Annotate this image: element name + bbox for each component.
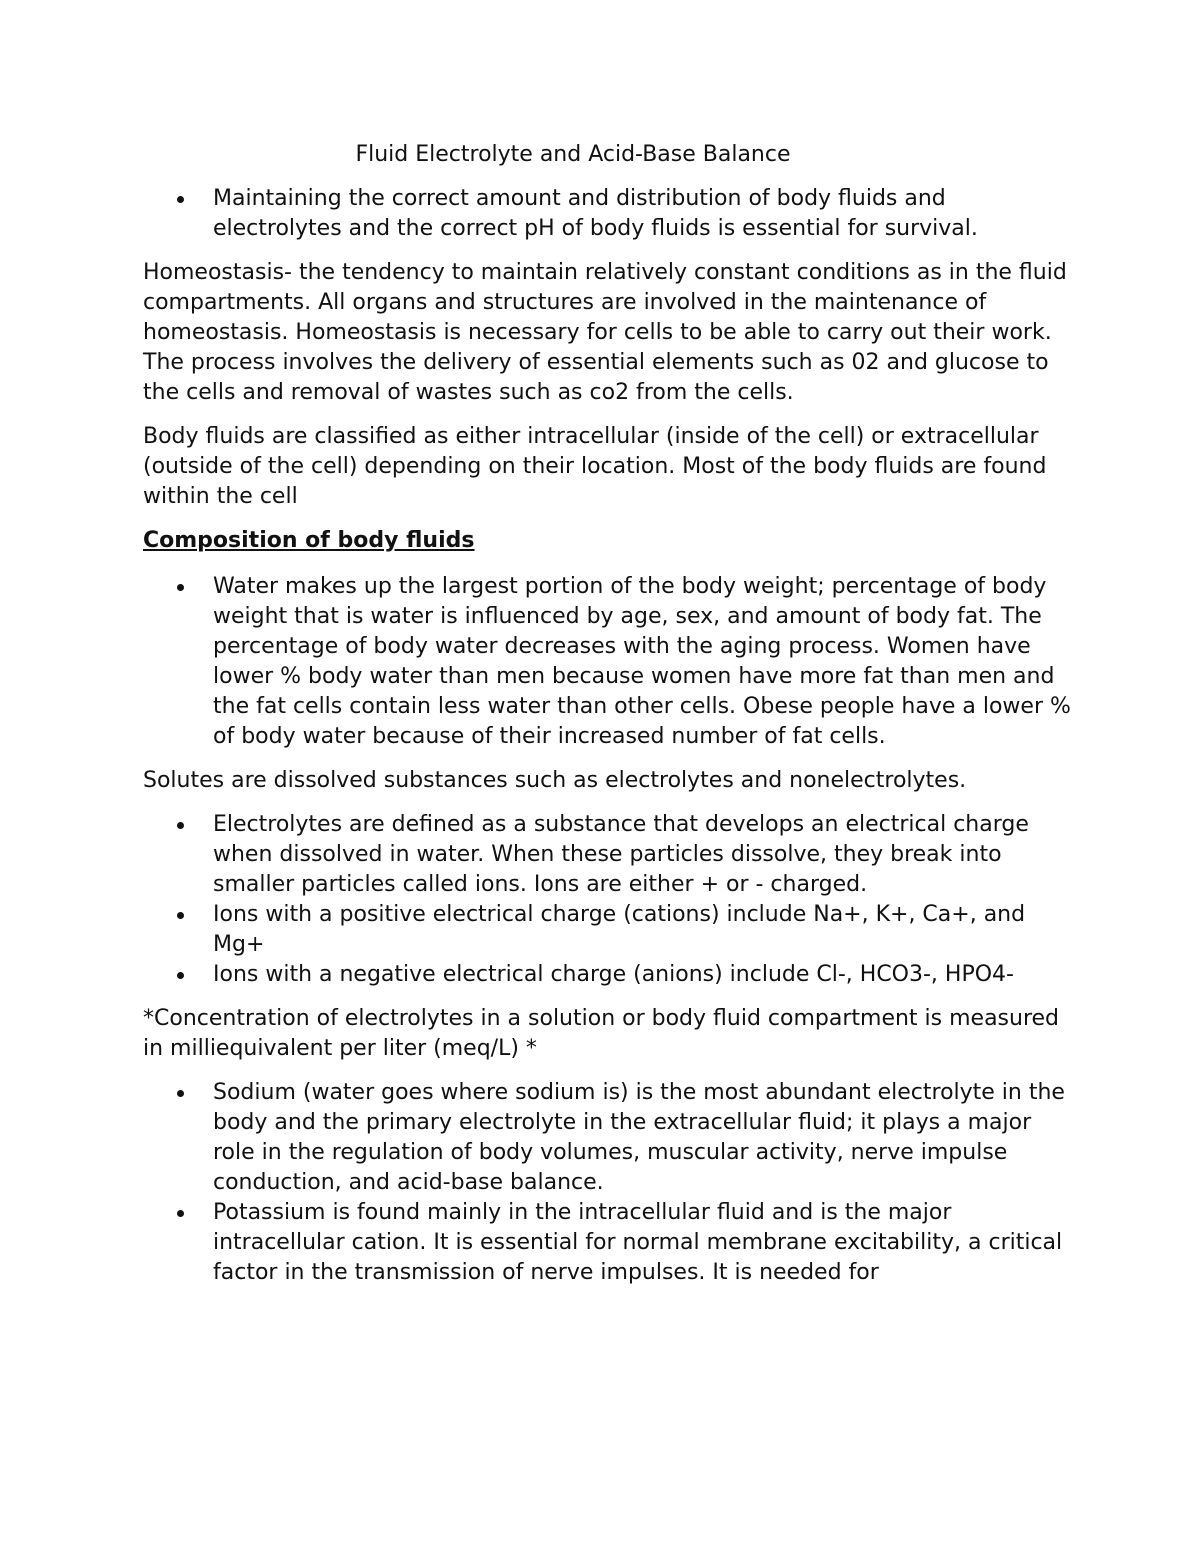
homeostasis-paragraph: Homeostasis- the tendency to maintain relatively constant conditions as in the fluid compartments. All organs and structures are involved in the maintenance of homeostasis. Homeostasis is necessary for cells to be able to carry out their work. The process involves the delivery of essential elements such as 02 and glucose to the cells and removal of wastes such as co2 from the cells. — [143, 260, 1067, 405]
solutes-paragraph: Solutes are dissolved substances such as electrolytes and nonelectrolytes. — [143, 768, 967, 793]
composition-heading: Composition of body fluids — [143, 528, 475, 553]
list-item: Ions with a positive electrical charge (cations) include Na+, K+, Ca+, and Mg+ — [143, 900, 1073, 960]
intro-bullet-list — [143, 184, 1073, 244]
list-item: Maintaining the correct amount and distribution of body fluids and electrolytes and the correct pH of body fluids is essential for survival. — [143, 184, 1073, 244]
document-title: Fluid Electrolyte and Acid-Base Balance — [355, 142, 791, 167]
list-item: Ions with a negative electrical charge (anions) include Cl-, HCO3-, HPO4- — [143, 960, 1073, 990]
concentration-note: *Concentration of electrolytes in a solution or body fluid compartment is measured in milliequivalent per liter (meq/L) * — [143, 1006, 1060, 1061]
list-item: Water makes up the largest portion of the body weight; percentage of body weight that is water is influenced by age, sex, and amount of body fat. The percentage of body water decreases with the aging process. Women have lower % body water than men because women have more fat than men and the fat cells contain less water than other cells. Obese people have a lower % of body water because of their increased number of fat cells. — [143, 572, 1073, 752]
body-fluids-paragraph: Body fluids are classified as either intracellular (inside of the cell) or extracellular (outside of the cell) depending on their location. Most of the body fluids are found within the cell — [143, 424, 1047, 509]
composition-bullet-list — [143, 572, 1073, 752]
document-page — [143, 140, 1073, 1302]
list-item: Electrolytes are defined as a substance that develops an electrical charge when dissolved in water. When these particles dissolve, they break into smaller particles called ions. Ions are either + or - charged. — [143, 810, 1073, 900]
ion-bullet-list — [143, 1078, 1073, 1288]
list-item: Sodium (water goes where sodium is) is the most abundant electrolyte in the body and the primary electrolyte in the extracellular fluid; it plays a major role in the regulation of body volumes, muscular activity, nerve impulse conduction, and acid-base balance. — [143, 1078, 1073, 1198]
list-item: Potassium is found mainly in the intracellular fluid and is the major intracellular cation. It is essential for normal membrane excitability, a critical factor in the transmission of nerve impulses. It is needed for — [143, 1198, 1073, 1288]
electrolyte-bullet-list — [143, 810, 1073, 990]
